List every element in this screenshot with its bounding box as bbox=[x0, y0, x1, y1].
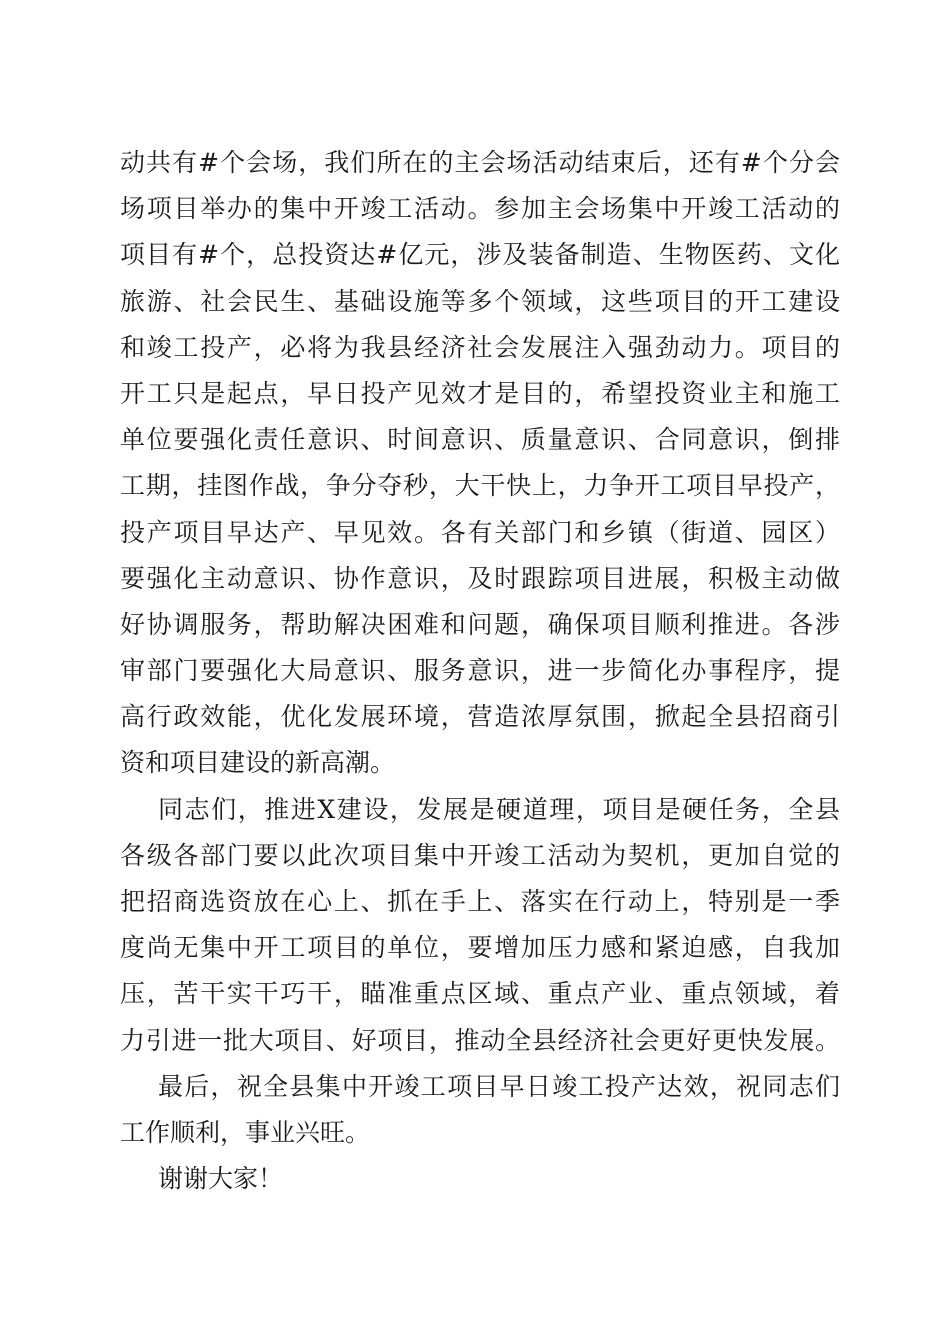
text-line: 好协调服务，帮助解决困难和问题，确保项目顺利推进。各涉 bbox=[120, 609, 840, 639]
paragraph bbox=[120, 1064, 840, 1156]
text-line: 要强化主动意识、协作意识，及时跟踪项目进展，积极主动做 bbox=[120, 563, 840, 593]
text-line: 旅游、社会民生、基础设施等多个领域，这些项目的开工建设 bbox=[120, 286, 840, 316]
text-line: 同志们，推进X建设，发展是硬道理，项目是硬任务，全县 bbox=[158, 794, 840, 824]
text-line: 各级各部门要以此次项目集中开竣工活动为契机，更加自觉的 bbox=[120, 840, 840, 870]
text-line: 压，苦干实干巧干，瞄准重点区域、重点产业、重点领域，着 bbox=[120, 979, 840, 1009]
text-line: 工作顺利，事业兴旺。 bbox=[120, 1117, 371, 1147]
paragraph bbox=[120, 787, 840, 1064]
text-line: 资和项目建设的新高潮。 bbox=[120, 748, 396, 778]
text-line: 审部门要强化大局意识、服务意识，进一步简化办事程序，提 bbox=[120, 656, 840, 686]
text-line: 把招商选资放在心上、抓在手上、落实在行动上，特别是一季 bbox=[120, 887, 840, 916]
text-line: 和竣工投产，必将为我县经济社会发展注入强劲动力。项目的 bbox=[120, 332, 840, 362]
closing-line: 谢谢大家！ bbox=[158, 1164, 284, 1194]
text-line: 场项目举办的集中开竣工活动。参加主会场集中开竣工活动的 bbox=[120, 194, 840, 224]
paragraph bbox=[120, 1156, 840, 1202]
text-line: 力引进一批大项目、好项目，推动全县经济社会更好更快发展。 bbox=[120, 1025, 840, 1055]
text-line: 单位要强化责任意识、时间意识、质量意识、合同意识，倒排 bbox=[120, 425, 840, 455]
text-line: 高行政效能，优化发展环境，营造浓厚氛围，掀起全县招商引 bbox=[120, 702, 840, 732]
text-line: 投产项目早达产、早见效。各有关部门和乡镇（街道、园区） bbox=[120, 517, 840, 547]
document-body bbox=[120, 140, 840, 1202]
paragraph bbox=[120, 140, 840, 787]
text-line: 项目有#个，总投资达#亿元，涉及装备制造、生物医药、文化 bbox=[120, 240, 840, 270]
text-line: 度尚无集中开工项目的单位，要增加压力感和紧迫感，自我加 bbox=[120, 933, 840, 963]
text-line: 开工只是起点，早日投产见效才是目的，希望投资业主和施工 bbox=[120, 378, 840, 408]
text-line: 动共有#个会场，我们所在的主会场活动结束后，还有#个分会 bbox=[120, 148, 840, 177]
text-line: 最后，祝全县集中开竣工项目早日竣工投产达效，祝同志们 bbox=[158, 1071, 840, 1101]
text-line: 工期，挂图作战，争分夺秒，大干快上，力争开工项目早投产， bbox=[120, 471, 840, 501]
